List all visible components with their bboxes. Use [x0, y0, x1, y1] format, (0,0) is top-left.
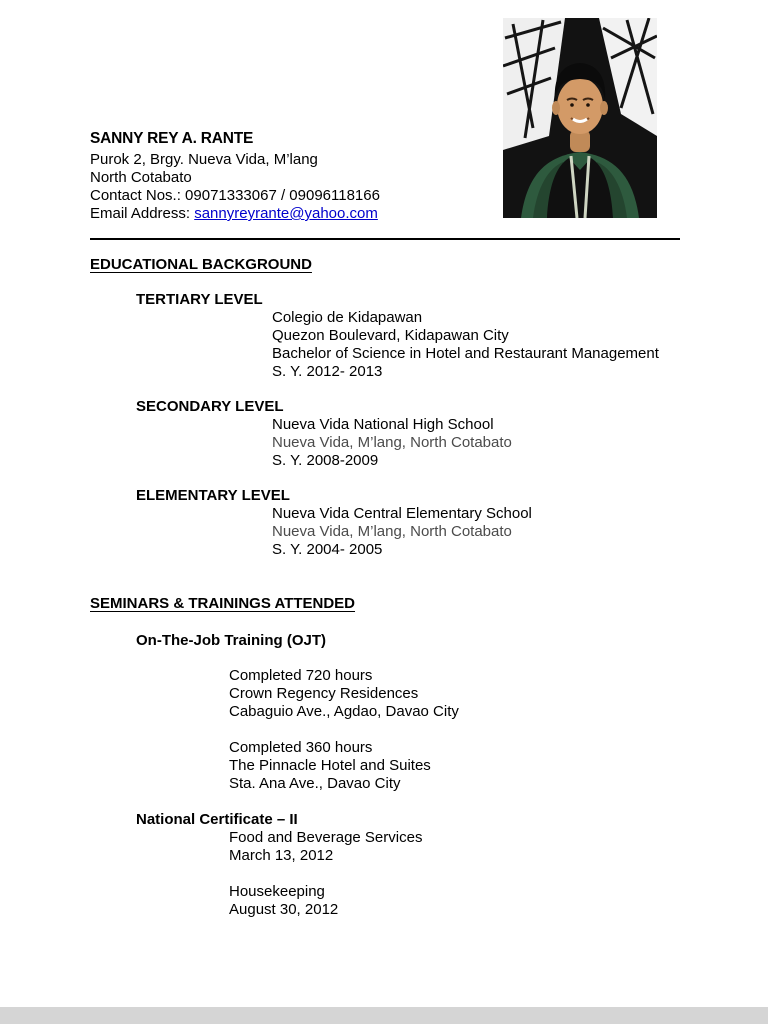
elementary-details — [272, 505, 768, 559]
detail-line: Nueva Vida Central Elementary School — [272, 505, 532, 522]
education-entry-tertiary — [90, 290, 768, 381]
level-heading-secondary: SECONDARY LEVEL — [136, 398, 284, 415]
detail-line: The Pinnacle Hotel and Suites — [229, 757, 431, 774]
detail-line: Sta. Ana Ave., Davao City — [229, 775, 401, 792]
detail-line: Cabaguio Ave., Agdao, Davao City — [229, 703, 459, 720]
contact-number-line: Contact Nos.: 09071333067 / 09096118166 — [90, 187, 380, 204]
spacer — [229, 721, 768, 739]
email-link[interactable]: sannyreyrante@yahoo.com — [194, 205, 378, 222]
email-line — [90, 205, 490, 223]
contact-header — [90, 129, 490, 223]
level-heading-tertiary: TERTIARY LEVEL — [136, 291, 263, 308]
address-line-1: Purok 2, Brgy. Nueva Vida, M’lang — [90, 151, 318, 168]
detail-line: Bachelor of Science in Hotel and Restaurant Management — [272, 345, 659, 362]
detail-line: Completed 720 hours — [229, 667, 373, 684]
ojt-details — [229, 667, 768, 793]
detail-line: Quezon Boulevard, Kidapawan City — [272, 327, 509, 344]
level-heading-elementary: ELEMENTARY LEVEL — [136, 487, 290, 504]
ojt-heading: On-The-Job Training (OJT) — [136, 632, 326, 649]
detail-line: S. Y. 2004- 2005 — [272, 541, 383, 558]
detail-line: Nueva Vida, M’lang, North Cotabato — [272, 434, 512, 451]
email-label: Email Address: — [90, 205, 195, 222]
address-line-2: North Cotabato — [90, 169, 192, 186]
section-title-seminars: SEMINARS & TRAININGS ATTENDED — [90, 595, 356, 612]
detail-line: Nueva Vida, M’lang, North Cotabato — [272, 523, 512, 540]
detail-line: August 30, 2012 — [229, 901, 339, 918]
header-divider — [90, 238, 680, 240]
detail-line: Food and Beverage Services — [229, 829, 423, 846]
education-entry-elementary — [90, 486, 768, 559]
portrait-photo-graphic — [503, 18, 657, 218]
detail-line: Housekeeping — [229, 883, 325, 900]
secondary-details — [272, 416, 768, 470]
resume-body — [0, 256, 768, 919]
detail-line: S. Y. 2012- 2013 — [272, 363, 383, 380]
portrait-photo — [503, 18, 657, 218]
national-certificate-details — [229, 829, 768, 919]
detail-line: March 13, 2012 — [229, 847, 334, 864]
education-entry-secondary — [90, 397, 768, 470]
detail-line: Crown Regency Residences — [229, 685, 419, 702]
spacer — [229, 865, 768, 883]
applicant-name: SANNY REY A. RANTE — [90, 130, 254, 147]
section-title-education: EDUCATIONAL BACKGROUND — [90, 256, 312, 273]
detail-line: S. Y. 2008-2009 — [272, 452, 379, 469]
national-certificate-heading: National Certificate – II — [136, 811, 298, 828]
detail-line: Colegio de Kidapawan — [272, 309, 423, 326]
detail-line: Nueva Vida National High School — [272, 416, 494, 433]
viewer-footer-strip — [0, 1007, 768, 1024]
detail-line: Completed 360 hours — [229, 739, 373, 756]
tertiary-details — [272, 309, 768, 381]
